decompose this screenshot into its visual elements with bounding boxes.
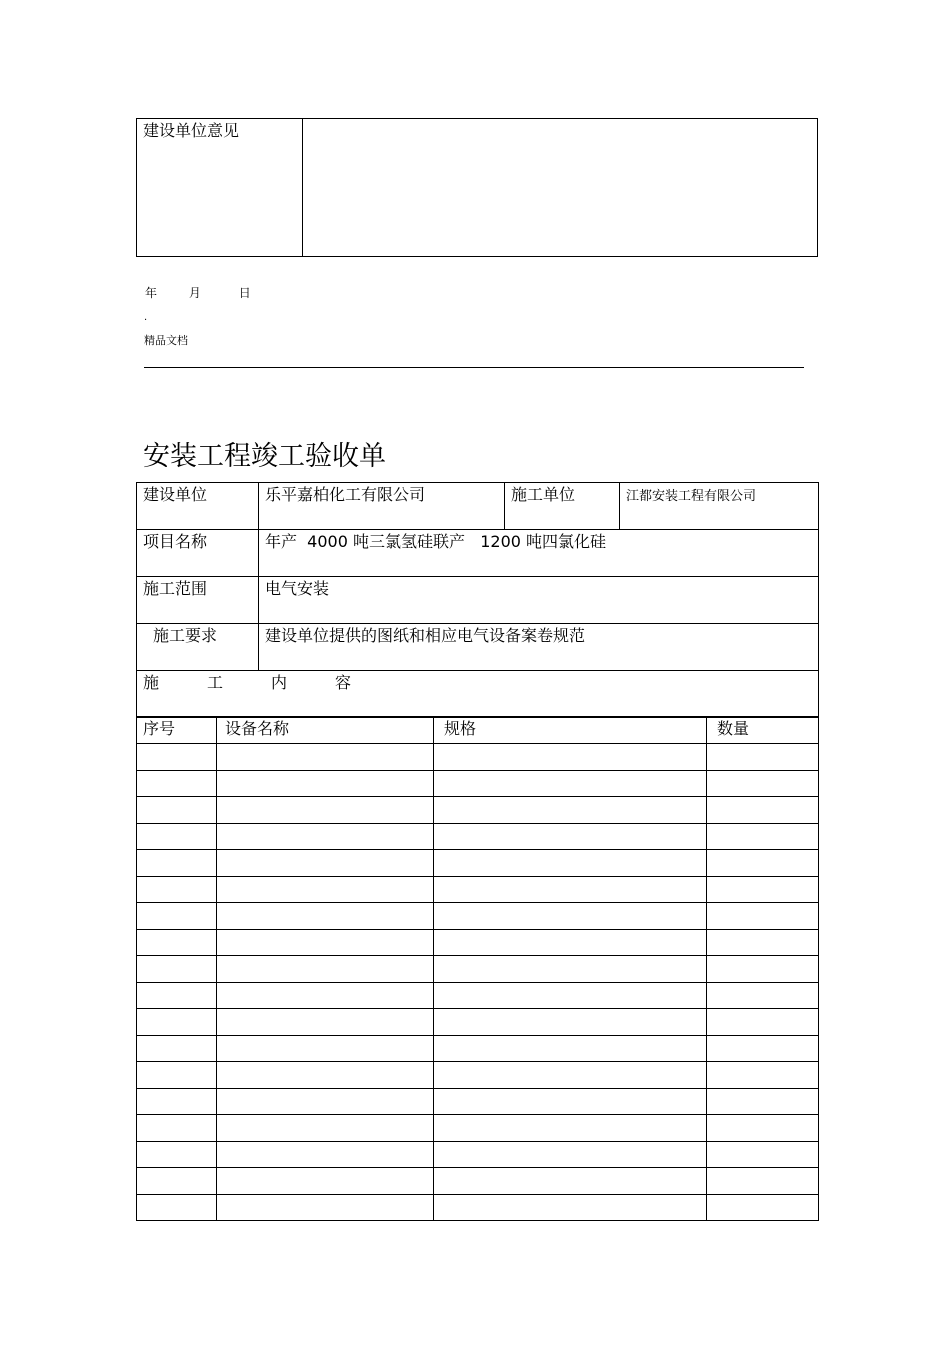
table-cell-text [434,1168,706,1172]
table-cell [217,823,434,850]
table-cell [434,876,707,903]
table-cell [217,956,434,983]
table-cell-text [707,744,818,748]
contractor-label: 施工单位 [511,485,576,504]
table-cell-text [137,1195,216,1199]
table-cell-text [707,1036,818,1040]
table-cell-text [434,1142,706,1146]
table-cell [217,850,434,877]
table-cell [434,1035,707,1062]
table-cell [707,956,819,983]
table-cell [707,1115,819,1142]
items-body [137,744,819,1221]
table-cell [217,1088,434,1115]
table-cell [434,1062,707,1089]
table-cell-text [434,1036,706,1040]
table-cell-text [707,1142,818,1146]
table-cell-text [434,1062,706,1066]
opinion-label: 建设单位意见 [143,121,240,140]
table-cell-text [217,797,433,801]
table-row [137,823,819,850]
table-cell [707,744,819,771]
content-heading-char: 工 [207,673,224,692]
table-cell-text [434,850,706,854]
table-cell [137,1115,217,1142]
table-cell-text [707,1115,818,1119]
table-cell [707,1035,819,1062]
table-cell [217,982,434,1009]
table-cell-text [707,983,818,987]
table-cell-text [137,903,216,907]
table-cell-text [137,1142,216,1146]
table-row [137,1088,819,1115]
date-line [145,286,251,300]
scope-value: 电气安装 [265,579,330,598]
table-cell-text [137,744,216,748]
table-row [137,797,819,824]
table-cell [217,1194,434,1221]
table-cell-text [217,1142,433,1146]
table-cell-text [217,1168,433,1172]
table-cell [137,929,217,956]
table-cell-text [137,850,216,854]
date-day: 日 [238,286,251,300]
table-cell [137,744,217,771]
table-cell-text [137,1036,216,1040]
table-cell [137,1141,217,1168]
table-row [137,1141,819,1168]
table-cell [217,903,434,930]
table-row [137,982,819,1009]
table-row [137,744,819,771]
table-cell [707,1168,819,1195]
table-cell-text [707,797,818,801]
table-row [137,1115,819,1142]
table-cell-text [137,824,216,828]
items-header-row [137,717,819,744]
table-cell-text [707,930,818,934]
table-cell [434,1194,707,1221]
table-cell [707,850,819,877]
table-cell [137,850,217,877]
table-cell-text [137,1115,216,1119]
table-cell [137,982,217,1009]
table-cell [217,797,434,824]
col-header-index: 序号 [143,719,176,738]
table-cell-text [434,877,706,881]
table-cell [217,1168,434,1195]
table-cell [137,1062,217,1089]
table-cell [707,823,819,850]
table-cell-text [137,1062,216,1066]
table-cell-text [137,1168,216,1172]
table-row [137,903,819,930]
table-row [137,770,819,797]
table-cell-text [434,930,706,934]
table-cell-text [137,983,216,987]
items-table [136,716,819,1221]
table-cell [217,1062,434,1089]
table-cell-text [217,850,433,854]
table-cell-text [707,1195,818,1199]
table-cell-text [434,1089,706,1093]
table-cell-text [434,824,706,828]
table-cell-text [217,824,433,828]
dot-mark: . [144,312,148,323]
table-cell [434,1088,707,1115]
table-cell-text [707,877,818,881]
table-cell [137,1194,217,1221]
table-cell-text [137,771,216,775]
project-row [137,530,819,577]
table-cell [434,1168,707,1195]
table-cell [434,956,707,983]
table-cell [137,1035,217,1062]
table-cell-text [707,1062,818,1066]
table-cell [434,929,707,956]
table-row [137,850,819,877]
table-cell [707,903,819,930]
table-cell [434,744,707,771]
table-cell [707,1062,819,1089]
table-cell-text [217,1009,433,1013]
content-heading [137,671,818,695]
table-row [137,1035,819,1062]
table-cell-text [217,1195,433,1199]
table-cell [137,823,217,850]
table-cell [217,1141,434,1168]
table-cell-text [707,824,818,828]
table-cell [137,770,217,797]
table-cell-text [137,1089,216,1093]
table-cell-text [217,744,433,748]
table-cell [707,1009,819,1036]
table-cell-text [434,744,706,748]
table-row [137,1009,819,1036]
table-cell [137,903,217,930]
project-value: 年产 4000 吨三氯氢硅联产 1200 吨四氯化硅 [265,532,607,551]
table-cell-text [434,903,706,907]
content-heading-row [137,671,819,718]
table-cell [707,876,819,903]
content-heading-char: 内 [271,673,288,692]
table-cell-text [137,1009,216,1013]
table-cell-text [217,956,433,960]
table-cell-text [217,983,433,987]
table-cell [434,1141,707,1168]
table-cell [434,982,707,1009]
table-cell [137,956,217,983]
builder-value: 乐平嘉柏化工有限公司 [265,485,426,504]
table-cell [137,1168,217,1195]
table-cell [137,1088,217,1115]
table-cell [434,770,707,797]
table-cell [434,797,707,824]
requirement-label: 施工要求 [153,626,218,645]
table-cell-text [217,771,433,775]
date-month: 月 [188,286,201,300]
table-cell-text [434,1115,706,1119]
table-cell [217,770,434,797]
table-cell-text [707,1168,818,1172]
table-cell-text [217,1062,433,1066]
page-title: 安装工程竣工验收单 [143,441,386,472]
table-cell [434,823,707,850]
table-cell [707,929,819,956]
table-cell-text [707,850,818,854]
table-row [137,876,819,903]
requirement-value: 建设单位提供的图纸和相应电气设备案卷规范 [265,626,586,645]
table-cell [137,797,217,824]
table-cell-text [217,877,433,881]
builder-label: 建设单位 [143,485,208,504]
table-cell-text [137,877,216,881]
table-cell-text [137,930,216,934]
table-cell-text [217,903,433,907]
table-cell [217,876,434,903]
table-cell-text [434,1009,706,1013]
table-row [137,956,819,983]
table-cell [434,850,707,877]
table-cell [137,1009,217,1036]
opinion-table [136,118,818,257]
col-header-name: 设备名称 [225,719,290,738]
table-cell [434,903,707,930]
table-cell-text [217,1089,433,1093]
table-cell-text [217,930,433,934]
separator-line [144,367,804,368]
col-header-spec: 规格 [444,719,477,738]
table-cell-text [434,797,706,801]
table-cell-text [137,956,216,960]
scope-row [137,577,819,624]
table-cell [707,1141,819,1168]
table-cell [137,876,217,903]
table-cell [217,1009,434,1036]
requirement-row [137,624,819,671]
contractor-value: 江都安装工程有限公司 [626,489,757,504]
table-row [137,1194,819,1221]
content-heading-char: 施 [143,673,160,692]
table-cell [707,1088,819,1115]
scope-label: 施工范围 [143,579,208,598]
table-cell-text [707,1089,818,1093]
table-row [137,929,819,956]
opinion-content-cell [303,119,818,257]
table-cell-text [434,771,706,775]
table-cell [217,1035,434,1062]
table-cell-text [137,797,216,801]
table-row [137,1062,819,1089]
watermark-text: 精品文档 [144,334,188,347]
table-cell [434,1115,707,1142]
project-label: 项目名称 [143,532,208,551]
date-year: 年 [145,286,158,300]
table-cell-text [707,956,818,960]
table-cell [707,770,819,797]
table-cell-text [707,771,818,775]
table-cell-text [217,1036,433,1040]
table-cell-text [707,903,818,907]
table-cell [434,1009,707,1036]
table-cell-text [434,956,706,960]
table-cell-text [434,983,706,987]
content-heading-char: 容 [335,673,352,692]
table-cell [217,929,434,956]
table-cell [707,982,819,1009]
table-cell-text [707,1009,818,1013]
info-table [136,482,819,718]
table-cell [217,744,434,771]
builder-row [137,483,819,530]
table-cell [707,1194,819,1221]
table-cell [707,797,819,824]
table-cell-text [217,1115,433,1119]
table-cell-text [434,1195,706,1199]
table-cell [217,1115,434,1142]
table-row [137,1168,819,1195]
opinion-label-cell [137,119,303,257]
col-header-qty: 数量 [717,719,750,738]
